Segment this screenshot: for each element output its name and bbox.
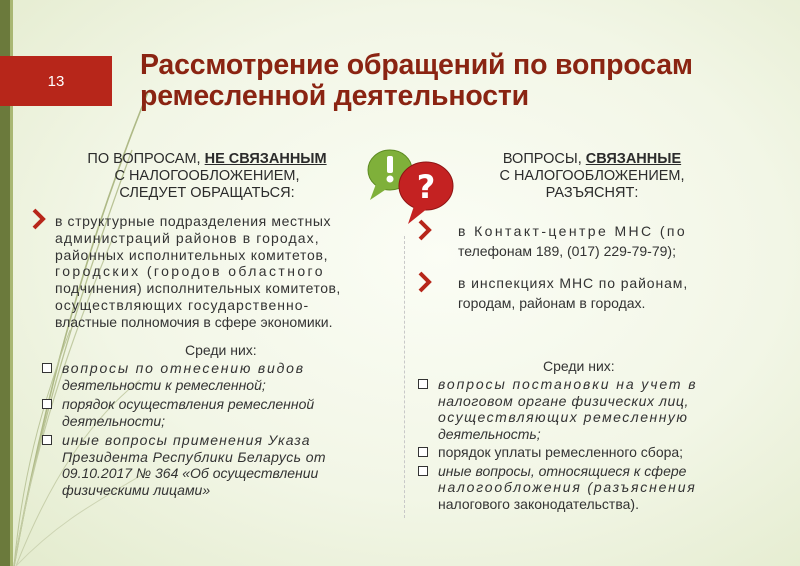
chevron-right-icon [418,219,432,241]
left-heading-prefix: ПО ВОПРОСАМ, [87,151,205,167]
chevron-right-icon [418,271,432,293]
left-para-line: районных исполнительных комитетов, [55,246,329,263]
right-bullet-inspections: в инспекциях МНС по районам, городам, районам в городах. [458,275,689,311]
left-para-line: подчинения) исполнительных комитетов, [55,280,341,297]
right-bullet-contact: в Контакт-центре МНС (по телефонам 189, (017) 229-79-79); [458,223,688,259]
left-among-label: Среди них: [185,342,257,358]
slide-number: 13 [0,56,112,106]
list-item: вопросы постановки на учет в налоговом органе физических лиц, осуществляющих ремесленную деятельность; [416,376,788,442]
left-paragraph [55,213,400,331]
right-column-heading [452,151,732,202]
left-heading-line2: С НАЛОГООБЛОЖЕНИЕМ, [114,168,300,184]
svg-text:?: ? [416,168,436,206]
checkbox-square-icon [42,399,52,409]
left-para-line: в структурные подразделения местных [55,213,332,229]
list-item: иные вопросы применения Указа Президента Республики Беларусь от 09.10.2017 № 364 «Об осуществлении физическими лицами» [40,432,400,498]
right-heading-emphasis: СВЯЗАННЫЕ [585,151,682,167]
left-heading-emphasis: НЕ СВЯЗАННЫМ [204,151,327,167]
right-among-label: Среди них: [543,358,615,374]
right-heading-line2: С НАЛОГООБЛОЖЕНИЕМ, [499,168,685,184]
left-para-line: осуществляющих государственно- [55,296,310,313]
right-list [416,376,788,512]
question-bubble-icon [399,162,453,224]
slide-title-line2: ремесленной деятельности [140,80,529,112]
left-heading-line3: СЛЕДУЕТ ОБРАЩАТЬСЯ: [119,185,295,201]
left-para-line: властные полномочия в сфере экономики. [55,313,333,330]
left-para-line: администраций районов в городах, [55,229,320,246]
left-column-heading [42,151,372,202]
left-para-line: городских (городов областного [55,263,325,280]
left-list [40,360,400,498]
list-item: порядок уплаты ремесленного сбора; [416,444,788,461]
checkbox-square-icon [42,363,52,373]
column-divider [404,236,405,518]
right-heading-line3: РАЗЪЯСНЯТ: [545,185,639,201]
list-item: порядок осуществления ремесленной деятельности; [40,396,400,429]
list-item: иные вопросы, относящиеся к сфере налогообложения (разъяснения налогового законодательства). [416,463,788,513]
checkbox-square-icon [418,447,428,457]
checkbox-square-icon [418,466,428,476]
slide-title [140,50,790,112]
checkbox-square-icon [42,435,52,445]
list-item: вопросы по отнесению видов деятельности к ремесленной; [40,360,400,393]
slide-title-line1: Рассмотрение обращений по вопросам [140,49,693,81]
chevron-right-icon [32,208,46,230]
right-heading-prefix: ВОПРОСЫ, [502,151,586,167]
checkbox-square-icon [418,379,428,389]
